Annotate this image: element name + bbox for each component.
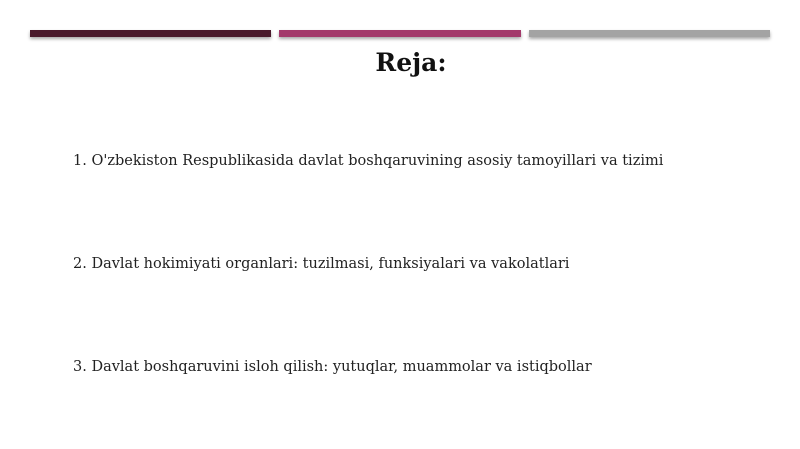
accent-bar-dark: [30, 30, 271, 37]
accent-bar-gray: [529, 30, 770, 37]
plan-item-1: 1. O'zbekiston Respublikasida davlat boshqaruvining asosiy tamoyillari va tizimi: [73, 153, 664, 169]
plan-item-2: 2. Davlat hokimiyati organlari: tuzilmasi, funksiyalari va vakolatlari: [73, 256, 570, 272]
slide-title: Reja:: [375, 48, 447, 77]
plan-item-3: 3. Davlat boshqaruvini isloh qilish: yutuqlar, muammolar va istiqbollar: [73, 359, 592, 375]
accent-bar-magenta: [279, 30, 521, 37]
